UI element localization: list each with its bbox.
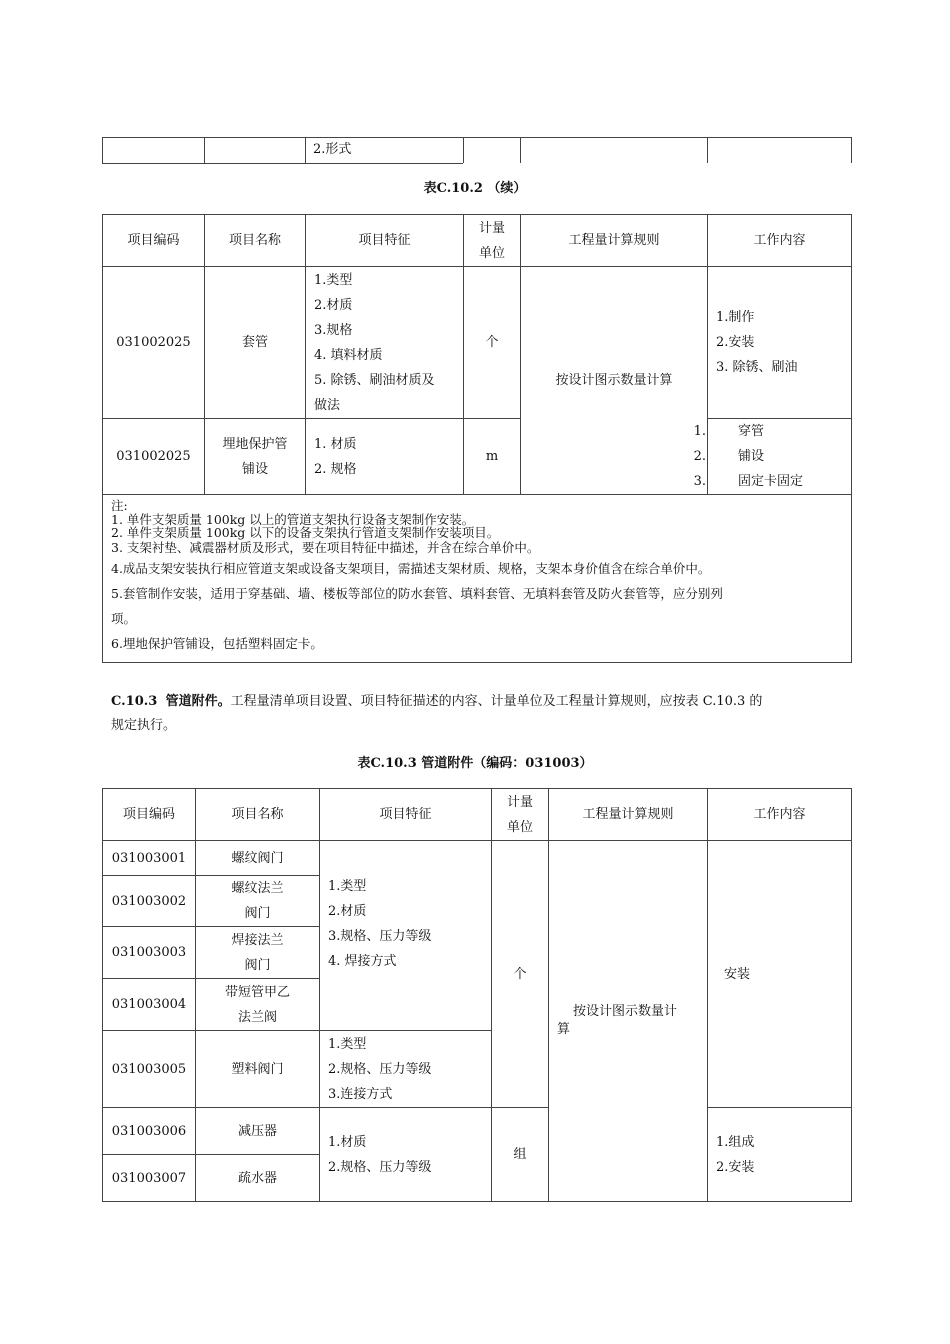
item-name-line: 带短管甲乙 xyxy=(224,984,290,1000)
item-code: 031002025 xyxy=(103,419,205,495)
rule-line: 算 xyxy=(557,1022,571,1037)
work-line: 固定卡固定 xyxy=(738,474,804,489)
note-line: 项。 xyxy=(111,611,137,626)
section-number: C.10.3 xyxy=(111,694,158,709)
note-line: 2. 单件支架质量 100kg 以下的设备支架执行管道支架制作安装项目。 xyxy=(111,525,500,540)
item-code: 031003005 xyxy=(103,1031,196,1108)
item-features xyxy=(320,1108,492,1202)
feature-line: 3.规格、压力等级 xyxy=(328,929,432,944)
fragment-divider xyxy=(102,137,103,163)
header-row xyxy=(103,789,852,841)
table-row xyxy=(103,841,852,876)
note-line: 4.成品支架安装执行相应管道支架或设备支架项目，需描述支架材质、规格，支架本身价值含在综合单价中。 xyxy=(111,561,711,576)
work-num: 2. xyxy=(693,449,706,464)
header-work: 工作内容 xyxy=(708,215,852,267)
header-name: 项目名称 xyxy=(196,789,320,841)
header-unit xyxy=(492,789,549,841)
note-line: 1. 单件支架质量 100kg 以上的管道支架执行设备支架制作安装。 xyxy=(111,512,475,527)
header-name: 项目名称 xyxy=(205,215,306,267)
work-line: 1.制作 xyxy=(716,310,755,325)
feature-line: 1.类型 xyxy=(314,272,353,288)
header-rule: 工程量计算规则 xyxy=(549,789,708,841)
item-name-line: 埋地保护管 xyxy=(222,436,288,452)
item-name-line: 法兰阀 xyxy=(237,1009,277,1025)
notes-label: 注: xyxy=(111,498,128,513)
rule-line: 按设计图示数量计 xyxy=(573,1004,678,1019)
item-name-line: 焊接法兰 xyxy=(231,932,284,948)
work-line: 1.组成 xyxy=(716,1134,755,1150)
item-name: 塑料阀门 xyxy=(196,1031,320,1108)
feature-line: 2.规格、压力等级 xyxy=(328,1061,432,1077)
item-name xyxy=(196,979,320,1031)
work-line: 穿管 xyxy=(738,424,765,439)
fragment-bottom-line xyxy=(102,163,463,164)
work-line: 2.安装 xyxy=(716,335,755,350)
feature-line: 4. 填料材质 xyxy=(314,347,383,363)
table3-caption: 表C.10.3 管道附件（编码：031003） xyxy=(357,756,593,771)
work-num: 3. xyxy=(693,474,706,489)
note-line: 3. 支架衬垫、减震器材质及形式，要在项目特征中描述，并含在综合单价中。 xyxy=(111,540,540,555)
section-text: 工程量清单项目设置、项目特征描述的内容、计量单位及工程量计算规则，应按表 C.10.3 的 xyxy=(230,694,763,709)
feature-line: 5. 除锈、刷油材质及 xyxy=(314,372,435,388)
fragment-divider xyxy=(851,137,852,163)
item-code: 031003001 xyxy=(103,841,196,876)
item-name xyxy=(196,927,320,979)
item-name xyxy=(196,876,320,927)
header-feature: 项目特征 xyxy=(306,215,464,267)
fragment-divider xyxy=(707,137,708,163)
item-work xyxy=(693,419,852,495)
header-unit-line: 单位 xyxy=(478,245,505,261)
header-unit xyxy=(464,215,521,267)
feature-line: 2. 规格 xyxy=(314,461,357,477)
table-c10-3 xyxy=(102,788,852,1202)
item-features xyxy=(306,267,464,419)
section-text-line2: 规定执行。 xyxy=(111,718,177,733)
fragment-divider xyxy=(520,137,521,163)
note-line: 6.埋地保护管铺设，包括塑料固定卡。 xyxy=(111,636,323,651)
item-features xyxy=(306,419,464,495)
feature-line: 3.连接方式 xyxy=(328,1086,393,1102)
item-name: 螺纹阀门 xyxy=(196,841,320,876)
feature-line: 做法 xyxy=(314,397,341,413)
item-features xyxy=(320,1031,492,1108)
feature-line: 2.材质 xyxy=(314,297,353,313)
fragment-divider xyxy=(463,137,464,163)
header-work: 工作内容 xyxy=(708,789,852,841)
feature-line: 3.规格 xyxy=(314,322,353,338)
work-num: 1. xyxy=(693,424,706,439)
fragment-top-line xyxy=(102,137,851,138)
feature-line: 2.材质 xyxy=(328,904,367,919)
notes-cell xyxy=(103,495,852,663)
header-feature: 项目特征 xyxy=(320,789,492,841)
item-rule: 按设计图示数量计算 xyxy=(521,267,708,495)
item-unit: 组 xyxy=(492,1108,549,1202)
header-code: 项目编码 xyxy=(103,789,196,841)
item-code: 031003006 xyxy=(103,1108,196,1155)
note-line: 5.套管制作安装，适用于穿基础、墙、楼板等部位的防水套管、填料套管、无填料套管及防火套管等，应分别列 xyxy=(111,586,723,601)
item-name: 减压器 xyxy=(196,1108,320,1155)
item-work xyxy=(708,267,852,419)
item-unit: 个 xyxy=(492,841,549,1108)
feature-line: 4. 焊接方式 xyxy=(328,954,397,969)
table2-caption: 表C.10.2 （续） xyxy=(423,181,527,196)
item-name: 疏水器 xyxy=(196,1155,320,1202)
feature-line: 1.材质 xyxy=(328,1134,367,1150)
work-line: 3. 除锈、刷油 xyxy=(716,360,798,375)
fragment-divider xyxy=(305,137,306,163)
item-name xyxy=(205,419,306,495)
feature-line: 1. 材质 xyxy=(314,436,357,452)
item-name-line: 铺设 xyxy=(241,461,268,477)
item-work: 安装 xyxy=(708,841,852,1108)
item-name-line: 螺纹法兰 xyxy=(231,881,284,896)
notes-row xyxy=(103,495,852,663)
item-work xyxy=(708,1108,852,1202)
item-code: 031003002 xyxy=(103,876,196,927)
table-row xyxy=(103,419,852,495)
header-unit-line: 计量 xyxy=(478,220,505,236)
feature-line: 2.规格、压力等级 xyxy=(328,1159,432,1175)
item-code: 031002025 xyxy=(103,267,205,419)
item-code: 031003007 xyxy=(103,1155,196,1202)
header-code: 项目编码 xyxy=(103,215,205,267)
table-c10-2 xyxy=(102,214,852,663)
fragment-feature: 2.形式 xyxy=(313,142,352,157)
item-unit: 个 xyxy=(464,267,521,419)
item-rule xyxy=(549,841,708,1202)
item-name: 套管 xyxy=(205,267,306,419)
work-line: 铺设 xyxy=(738,449,765,464)
header-row xyxy=(103,215,852,267)
header-rule: 工程量计算规则 xyxy=(521,215,708,267)
header-unit-line: 单位 xyxy=(506,819,533,835)
table-row xyxy=(103,1108,852,1155)
item-name-line: 阀门 xyxy=(244,957,271,973)
work-line: 2.安装 xyxy=(716,1159,755,1175)
item-unit: m xyxy=(464,419,521,495)
section-paragraph xyxy=(111,690,841,738)
item-features xyxy=(320,841,492,1031)
feature-line: 1.类型 xyxy=(328,1036,367,1052)
header-unit-line: 计量 xyxy=(506,794,533,810)
table-row xyxy=(103,267,852,419)
fragment-divider xyxy=(204,137,205,163)
feature-line: 1.类型 xyxy=(328,879,367,894)
item-code: 031003004 xyxy=(103,979,196,1031)
item-name-line: 阀门 xyxy=(244,906,271,921)
section-heading: 管道附件。 xyxy=(165,694,231,709)
item-code: 031003003 xyxy=(103,927,196,979)
